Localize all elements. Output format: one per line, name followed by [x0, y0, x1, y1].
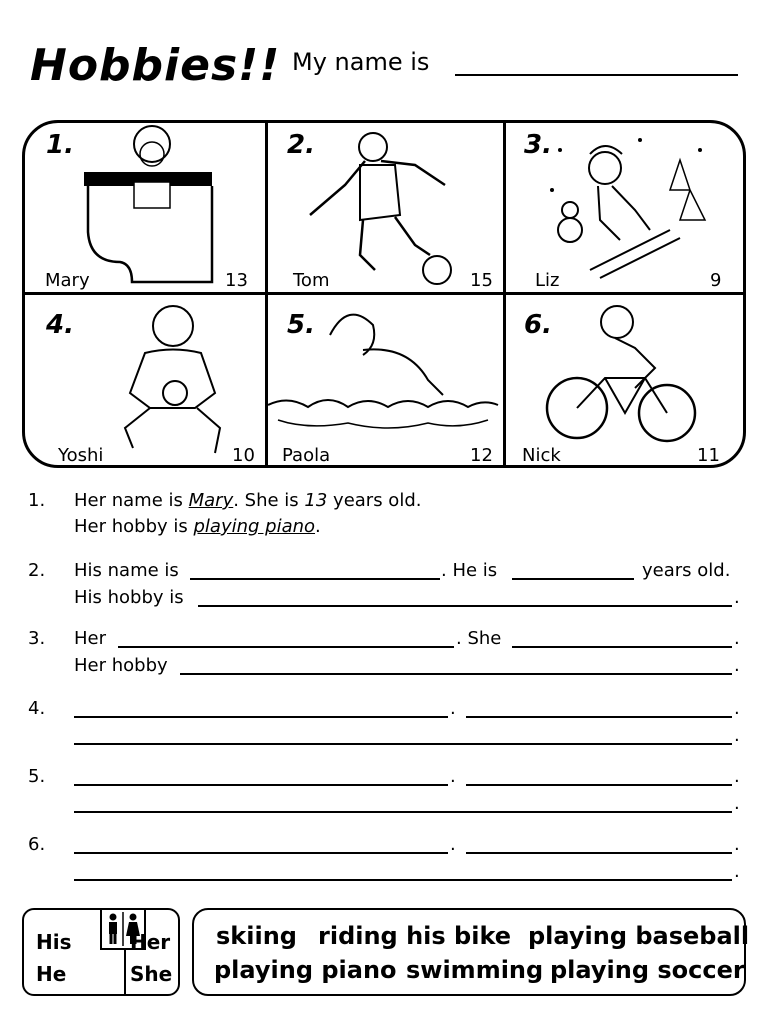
cell-number: 1. — [46, 130, 74, 160]
cell-number: 6. — [524, 310, 552, 340]
sentence-text: His name is — [74, 560, 179, 581]
answer-blank[interactable] — [74, 716, 448, 718]
sentence-text: years old. — [327, 490, 422, 511]
name-blank[interactable] — [455, 74, 738, 76]
word-bank-item: swimming — [406, 956, 544, 984]
answer-blank[interactable] — [118, 646, 454, 648]
person-age: 12 — [470, 445, 493, 466]
answer-blank[interactable] — [74, 784, 448, 786]
answer-blank[interactable] — [512, 578, 634, 580]
period: . — [734, 861, 740, 882]
person-age: 11 — [697, 445, 720, 466]
person-age: 13 — [225, 270, 248, 291]
answer-blank[interactable] — [74, 879, 732, 881]
cell-number: 4. — [46, 310, 74, 340]
piano-girl-drawing — [80, 122, 220, 287]
sentence-text: . — [315, 516, 321, 537]
legend-his: His — [36, 930, 72, 954]
legend-her: Her — [130, 930, 171, 954]
person-age: 15 — [470, 270, 493, 291]
name-prompt: My name is — [292, 48, 430, 76]
answer-blank[interactable] — [198, 605, 732, 607]
sentence-text: years old. — [642, 560, 731, 581]
skiing-girl-drawing — [540, 130, 720, 280]
period: . — [450, 698, 456, 719]
cell-number: 3. — [524, 130, 552, 160]
word-bank — [192, 908, 750, 996]
period: . — [734, 655, 740, 676]
period: . — [450, 834, 456, 855]
period: . — [734, 698, 740, 719]
answer-blank[interactable] — [466, 852, 732, 854]
answer-blank[interactable] — [512, 646, 732, 648]
person-age: 10 — [232, 445, 255, 466]
period: . — [734, 587, 740, 608]
person-name: Nick — [522, 445, 561, 466]
sentence-text: Her hobby — [74, 655, 168, 676]
pronoun-legend — [22, 908, 180, 996]
example-answer: 13 — [304, 490, 328, 511]
sentence-text: . She is — [233, 490, 305, 511]
soccer-boy-drawing — [305, 125, 465, 285]
question-number: 5. — [28, 766, 46, 787]
sentence-text: His hobby is — [74, 587, 184, 608]
person-name: Yoshi — [58, 445, 104, 466]
word-bank-item: riding his bike — [318, 922, 512, 950]
question-number: 1. — [28, 490, 46, 511]
person-name: Tom — [293, 270, 330, 291]
cell-number: 2. — [287, 130, 315, 160]
answer-blank[interactable] — [180, 673, 732, 675]
sentence-text: Her — [74, 628, 107, 649]
sentence-text: Her name is — [74, 490, 189, 511]
period: . — [450, 766, 456, 787]
sentence-text: Her hobby is — [74, 516, 194, 537]
person-name: Liz — [535, 270, 560, 291]
bicycle-boy-drawing — [545, 298, 705, 448]
period: . — [734, 766, 740, 787]
baseball-boy-drawing — [105, 298, 235, 463]
word-bank-item: playing soccer — [550, 956, 745, 984]
period: . — [734, 628, 740, 649]
legend-she: She — [130, 962, 173, 986]
cell-number: 5. — [287, 310, 315, 340]
legend-he: He — [36, 962, 67, 986]
person-age: 9 — [710, 270, 722, 291]
sentence-text: . He is — [441, 560, 498, 581]
swimming-girl-drawing — [268, 295, 500, 440]
question-1-line-1 — [74, 490, 421, 511]
answer-blank[interactable] — [74, 743, 732, 745]
example-answer: playing piano — [193, 516, 316, 537]
answer-blank[interactable] — [190, 578, 440, 580]
question-number: 4. — [28, 698, 46, 719]
period: . — [734, 793, 740, 814]
answer-blank[interactable] — [466, 716, 732, 718]
question-number: 6. — [28, 834, 46, 855]
person-name: Mary — [45, 270, 90, 291]
answer-blank[interactable] — [466, 784, 732, 786]
example-answer: Mary — [188, 490, 234, 511]
question-1-line-2 — [74, 516, 321, 537]
answer-blank[interactable] — [74, 811, 732, 813]
period: . — [734, 834, 740, 855]
word-bank-item: skiing — [216, 922, 297, 950]
question-number: 2. — [28, 560, 46, 581]
period: . — [734, 725, 740, 746]
sentence-text: . She — [456, 628, 502, 649]
person-name: Paola — [282, 445, 331, 466]
answer-blank[interactable] — [74, 852, 448, 854]
worksheet-title: Hobbies!! — [30, 40, 281, 91]
word-bank-item: playing piano — [214, 956, 397, 984]
word-bank-item: playing baseball — [528, 922, 750, 950]
question-number: 3. — [28, 628, 46, 649]
